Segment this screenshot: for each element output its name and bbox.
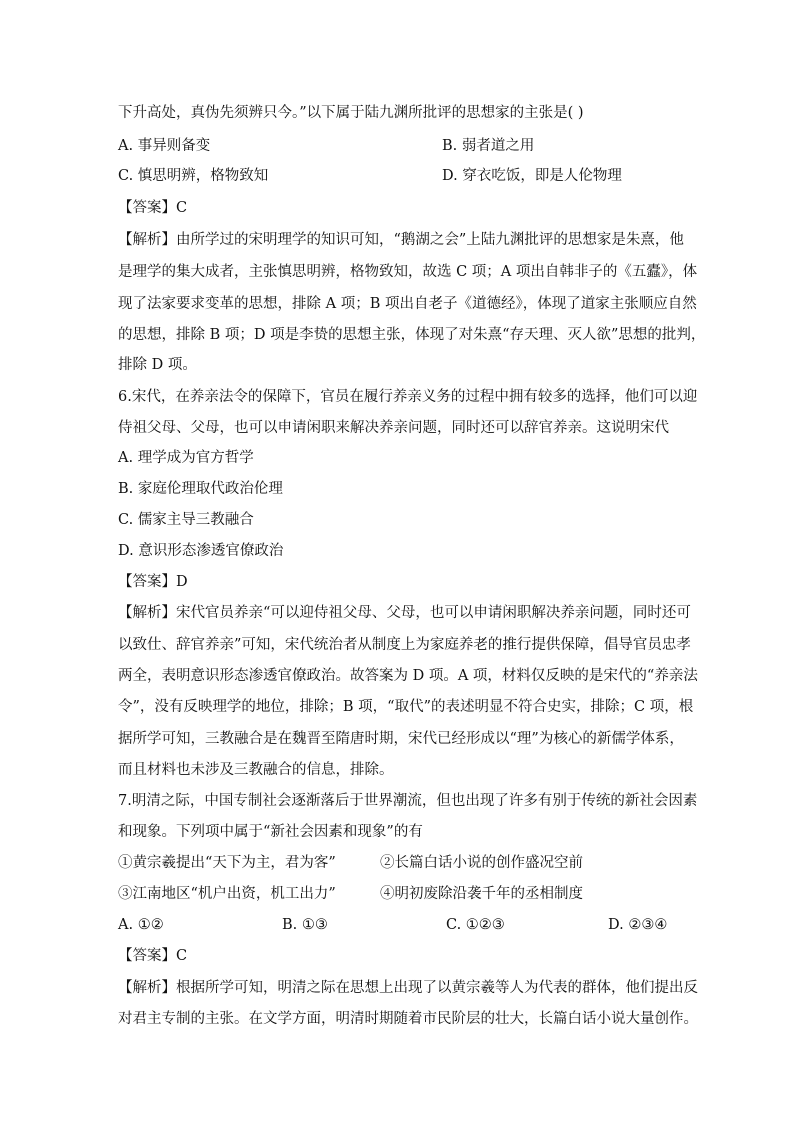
question-5-stem-tail: 下升高处，真伪先须辨只今。”以下属于陆九渊所批评的思想家的主张是( ): [118, 105, 584, 121]
q6-explanation-5: 据所学可知，三教融合是在魏晋至隋唐时期，宋代已经形成以“理”为核心的新儒学体系，: [118, 731, 684, 747]
q7-option-d: D. ②③④: [608, 917, 668, 933]
q6-option-d: D. 意识形态渗透官僚政治: [118, 543, 284, 559]
q6-answer: 【答案】D: [118, 574, 188, 590]
q7-statement-3: ③江南地区“机户出资，机工出力”: [118, 886, 336, 902]
question-7-stem-2: 和现象。下列项中属于“新社会因素和现象”的有: [118, 824, 423, 840]
q7-option-b: B. ①③: [282, 917, 328, 933]
question-6-stem-2: 侍祖父母、父母，也可以申请闲职来解决养亲问题，同时还可以辞官养亲。这说明宋代: [118, 420, 669, 436]
q7-option-c: C. ①②③: [446, 917, 505, 933]
q6-explanation-6: 而且材料也未涉及三教融合的信息，排除。: [118, 762, 394, 778]
q7-statement-4: ④明初废除沿袭千年的丞相制度: [380, 886, 583, 902]
q5-explanation-5: 排除 D 项。: [118, 357, 197, 373]
q6-explanation-2: 以致仕、辞官养亲”可知，宋代统治者从制度上为家庭养老的推行提供保障，倡导官员忠孝: [118, 637, 691, 653]
q7-answer: 【答案】C: [118, 948, 188, 964]
q5-option-d: D. 穿衣吃饭，即是人伦物理: [442, 168, 622, 184]
q7-statement-1: ①黄宗羲提出“天下为主，君为客”: [118, 855, 336, 871]
q7-explanation-2: 对君主专制的主张。在文学方面，明清时期随着市民阶层的壮大，长篇白话小说大量创作。: [118, 1011, 698, 1027]
question-7-stem-1: 7.明清之际，中国专制社会逐渐落后于世界潮流，但也出现了许多有别于传统的新社会因素: [118, 793, 698, 809]
q6-option-a: A. 理学成为官方哲学: [118, 450, 254, 466]
q6-explanation-3: 两全，表明意识形态渗透官僚政治。故答案为 D 项。A 项，材料仅反映的是宋代的“养亲法: [118, 668, 698, 684]
q5-option-c: C. 慎思明辨，格物致知: [118, 168, 269, 184]
q6-explanation-4: 令”，没有反映理学的地位，排除；B 项，“取代”的表述明显不符合史实，排除；C 项，根: [118, 699, 694, 715]
q5-option-a: A. 事异则备变: [118, 138, 211, 154]
q5-explanation-2: 是理学的集大成者，主张慎思明辨，格物致知，故选 C 项；A 项出自韩非子的《五蠹》，体: [118, 264, 698, 280]
q6-explanation-1: 【解析】宋代官员养亲“可以迎侍祖父母、父母，也可以申请闲职解决养亲问题，同时还可: [118, 605, 691, 621]
q6-option-b: B. 家庭伦理取代政治伦理: [118, 481, 283, 497]
q5-explanation-4: 的思想，排除 B 项；D 项是李贽的思想主张，体现了对朱熹“存天理、灭人欲”思想的批判，: [118, 327, 706, 343]
q5-option-b: B. 弱者道之用: [442, 138, 535, 154]
q7-option-a: A. ①②: [118, 917, 164, 933]
q7-statement-2: ②长篇白话小说的创作盛况空前: [380, 855, 583, 871]
q7-explanation-1: 【解析】根据所学可知，明清之际在思想上出现了以黄宗羲等人为代表的群体，他们提出反: [118, 980, 698, 996]
q5-explanation-3: 现了法家要求变革的思想，排除 A 项；B 项出自老子《道德经》，体现了道家主张顺应自然: [118, 296, 697, 312]
q6-option-c: C. 儒家主导三教融合: [118, 512, 254, 528]
q5-explanation-1: 【解析】由所学过的宋明理学的知识可知，“鹅湖之会”上陆九渊批评的思想家是朱熹，他: [118, 232, 684, 248]
q5-answer: 【答案】C: [118, 200, 188, 216]
question-6-stem-1: 6.宋代，在养亲法令的保障下，官员在履行养亲义务的过程中拥有较多的选择，他们可以迎: [118, 389, 698, 405]
